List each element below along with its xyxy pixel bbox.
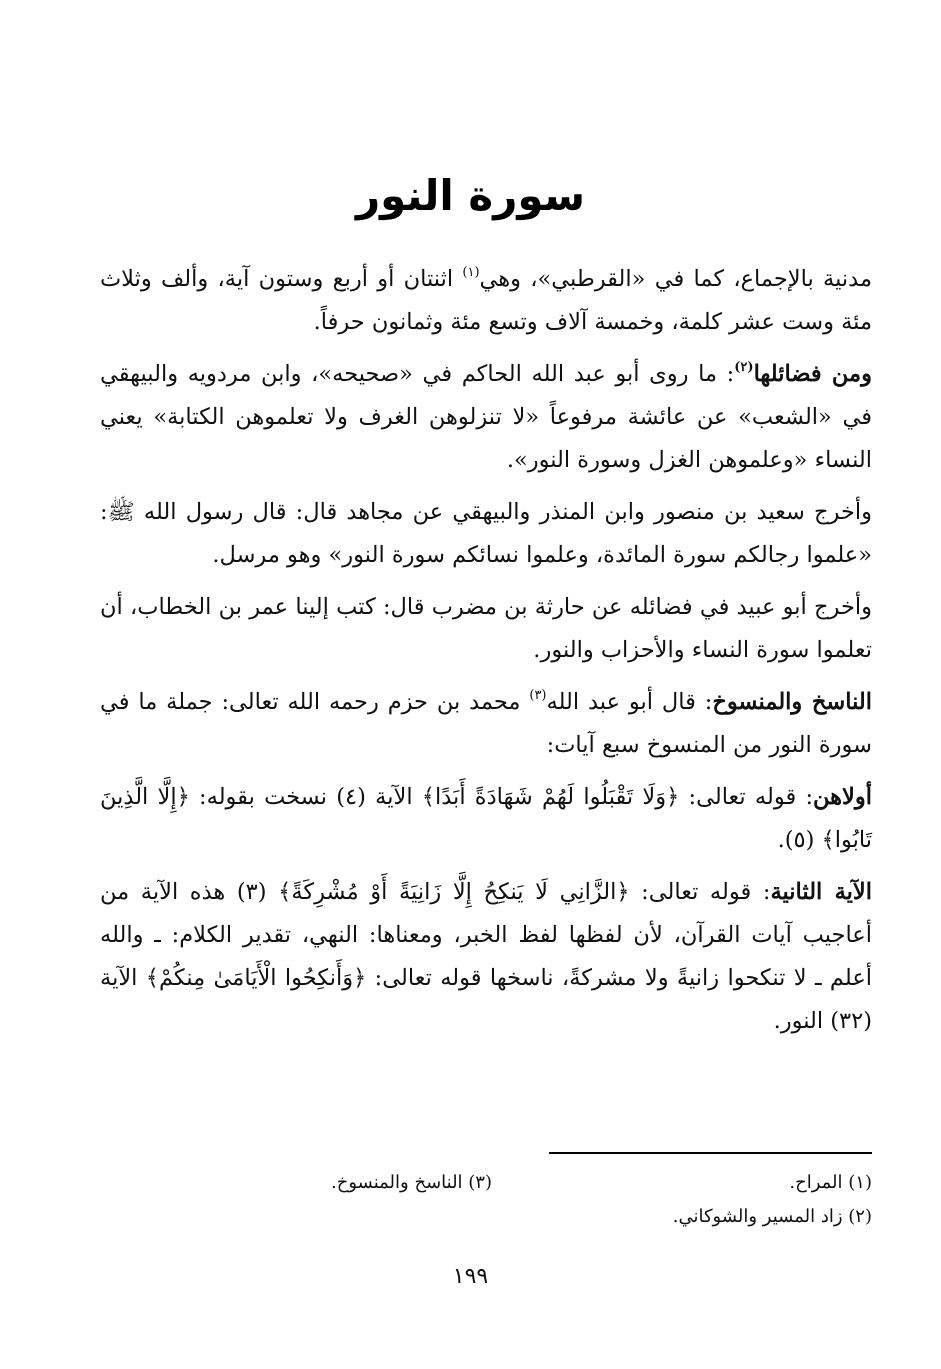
section-heading-abrogation: الناسخ والمنسوخ <box>712 689 872 715</box>
paragraph-text: : قال أبو عبد الله <box>546 689 713 715</box>
paragraph-first-verse <box>100 776 872 862</box>
footnote-1: (١) المراح. <box>789 1172 872 1193</box>
footnote-ref-1[interactable]: (١) <box>462 265 480 280</box>
footnote-2: (٢) زاد المسير والشوكاني. <box>672 1206 872 1227</box>
footnote-divider <box>549 1152 872 1154</box>
paragraph-virtues <box>100 353 872 482</box>
main-text <box>100 258 872 1052</box>
footnotes <box>100 1166 872 1234</box>
paragraph-text: اثنتان أو أربع وستون آية، وألف وثلاث مئة وست عشر كلمة، وخمسة آلاف وتسع مئة وثمانون حرفاً. <box>100 266 872 335</box>
paragraph-hadith-mujahid <box>100 491 872 577</box>
paragraph-intro <box>100 258 872 344</box>
section-heading-first: أولاهن <box>813 784 872 810</box>
paragraph-text: مدنية بالإجماع، كما في «القرطبي»، وهي <box>479 266 872 292</box>
paragraph-hadith-umar <box>100 586 872 672</box>
paragraph-text: : قوله تعالى: ﴿وَلَا تَقْبَلُوا لَهُمْ شَهَادَةً أَبَدًا﴾ الآية (٤) نسخت بقوله: ﴿إِلَّا الَّذِينَ تَابُوا﴾ (٥). <box>100 784 872 853</box>
paragraph-text: وأخرج أبو عبيد في فضائله عن حارثة بن مضرب قال: كتب إلينا عمر بن الخطاب، أن تعلموا سورة النساء والأحزاب والنور. <box>100 594 872 663</box>
footnote-ref-3[interactable]: (٣) <box>529 688 547 703</box>
section-heading-second: الآية الثانية <box>770 879 873 905</box>
paragraph-text: وأخرج سعيد بن منصور وابن المنذر والبيهقي عن مجاهد قال: قال رسول الله ﷺ: «علموا رجالكم سورة المائدة، وعلموا نسائكم سورة النور» وهو مرسل. <box>100 499 872 568</box>
paragraph-text: محمد بن حزم رحمه الله تعالى: جملة ما في سورة النور من المنسوخ سبع آيات: <box>100 689 872 758</box>
footnote-row <box>100 1200 872 1234</box>
footnote-row <box>100 1166 872 1200</box>
page-title: سورة النور <box>355 171 586 220</box>
page-number: ١٩٩ <box>452 1264 489 1289</box>
footnote-3: (٣) الناسخ والمنسوخ. <box>331 1172 492 1193</box>
paragraph-text: : قوله تعالى: ﴿الزَّانِي لَا يَنكِحُ إِلَّا زَانِيَةً أَوْ مُشْرِكَةً﴾ (٣) هذه الآية من أعاجيب آيات القرآن، لأن لفظها لفظ الخبر، ومعناها: النهي، تقدير الكلام: ـ والله أعلم ـ لا تنكحوا زانيةً ولا مشركةً، ناسخها قوله تعالى: ﴿وَأَنكِحُوا الْأَيَامَىٰ مِنكُمْ﴾ الآية (٣٢) النور. <box>100 879 872 1034</box>
paragraph-abrogation <box>100 681 872 767</box>
paragraph-second-verse <box>100 871 872 1043</box>
footnote-ref-2[interactable]: (٢) <box>734 360 754 375</box>
section-heading-virtues: ومن فضائلها <box>753 361 872 387</box>
paragraph-text: : ما روى أبو عبد الله الحاكم في «صحيحه»، وابن مردويه والبيهقي في «الشعب» عن عائشة مرفوعاً «لا تنزلوهن الغرف ولا تعلموهن الكتابة» يعني النساء «وعلموهن الغزل وسورة النور». <box>100 361 872 473</box>
